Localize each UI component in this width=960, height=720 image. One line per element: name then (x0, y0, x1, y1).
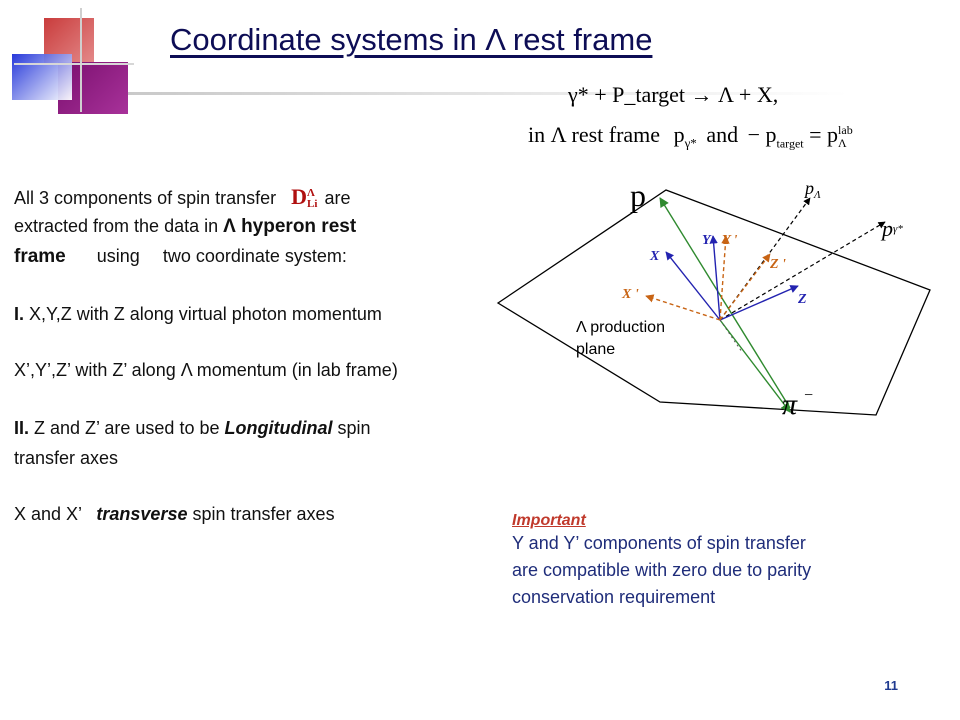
spin-transfer-symbol (291, 184, 317, 210)
p-lambda-sub: Λ (814, 189, 821, 201)
item1b-text: X’,Y’,Z’ with Z’ along Λ momentum (in lab frame) (14, 360, 398, 380)
axis-x-line (666, 252, 720, 320)
reaction-equation (568, 82, 778, 108)
item-1 (14, 304, 382, 325)
important-line1: Y and Y’ components of spin transfer (512, 533, 806, 553)
item3-text-b: spin transfer axes (192, 504, 335, 524)
page-title: Coordinate systems in Λ rest frame (170, 22, 653, 57)
p-gamma-main: p (882, 216, 893, 241)
item2-label: II. (14, 418, 30, 438)
item3-text: X and X’ (14, 504, 82, 524)
label-X: X (650, 249, 660, 264)
item2-line2: transfer axes (14, 448, 119, 468)
target-sub: target (776, 136, 804, 151)
spin-sup: Λ (307, 186, 315, 199)
important-note (512, 512, 811, 611)
rest-frame-prefix: in Λ rest frame (528, 122, 661, 147)
label-Y: Y (702, 233, 711, 248)
lab-sup: lab (838, 122, 853, 137)
pion-sup: − (803, 387, 814, 404)
line1-text: All 3 components of spin transfer (14, 188, 277, 208)
spin-transfer-line3 (14, 246, 347, 268)
decor-line-horizontal (14, 63, 134, 65)
important-line2: are compatible with zero due to parity (512, 560, 812, 580)
item-1b (14, 360, 398, 381)
pion-arrow (720, 320, 790, 412)
item2-text: Z and Z’ are used to be (34, 418, 220, 438)
line1-are: are (324, 188, 351, 208)
item3-italic: transverse (96, 504, 188, 524)
line3-using: using (96, 246, 140, 266)
pion-main: π (782, 388, 798, 421)
label-Zp: Z ' (770, 257, 786, 272)
important-line3: conservation requirement (512, 587, 716, 607)
p-gamma-sub: γ* (684, 135, 697, 151)
label-Xp: X ' (622, 287, 639, 302)
spin-transfer-line2 (14, 216, 356, 238)
coordinate-diagram (480, 170, 940, 440)
axis-xp-line (646, 296, 720, 320)
item1-label: I. (14, 304, 25, 324)
decor-line-vertical (80, 8, 82, 112)
line2-bold: Λ hyperon rest (223, 216, 357, 237)
p-lambda-main: p (805, 178, 814, 198)
equals-p: = p (809, 122, 839, 147)
decor-square-blue (12, 54, 72, 100)
and-word: and (706, 122, 739, 147)
spin-sub: Li (307, 197, 318, 210)
axis-z-line (720, 286, 798, 320)
plane-label-1: Λ production (576, 319, 665, 336)
item-2-line2 (14, 448, 118, 469)
label-p: p (630, 177, 646, 213)
axis-zp-line (720, 254, 770, 320)
line3-systems: two coordinate system: (162, 246, 347, 266)
reaction-text: γ* + P_target → Λ + X, (568, 82, 779, 107)
plane-label-2: plane (576, 341, 616, 358)
p-gamma-sub-d: γ* (893, 223, 903, 235)
page-number: 11 (884, 678, 898, 693)
line3-bold: frame (14, 246, 66, 267)
important-heading: Important (512, 512, 586, 529)
production-plane (498, 190, 930, 415)
spin-transfer-line1 (14, 184, 350, 210)
item-3 (14, 504, 335, 525)
item2-italic: Longitudinal (224, 418, 333, 438)
item1-text: X,Y,Z with Z along virtual photon momentum (29, 304, 382, 324)
lambda-sub: Λ (838, 135, 847, 150)
item2-text-b: spin (337, 418, 371, 438)
line2-text: extracted from the data in (14, 216, 219, 236)
label-p-gamma (880, 216, 903, 241)
p-gamma: p (673, 122, 685, 147)
item-2 (14, 418, 371, 439)
rest-frame-equation (528, 122, 853, 151)
axis-y-line (713, 236, 720, 320)
minus-p-target: − p (747, 122, 777, 147)
label-p-lambda (803, 178, 821, 201)
label-pion (782, 387, 814, 421)
axis-yp-line (720, 236, 726, 320)
label-Yp: Y ' (722, 233, 738, 248)
spin-symbol: D (291, 184, 308, 209)
label-Z: Z (798, 292, 807, 307)
